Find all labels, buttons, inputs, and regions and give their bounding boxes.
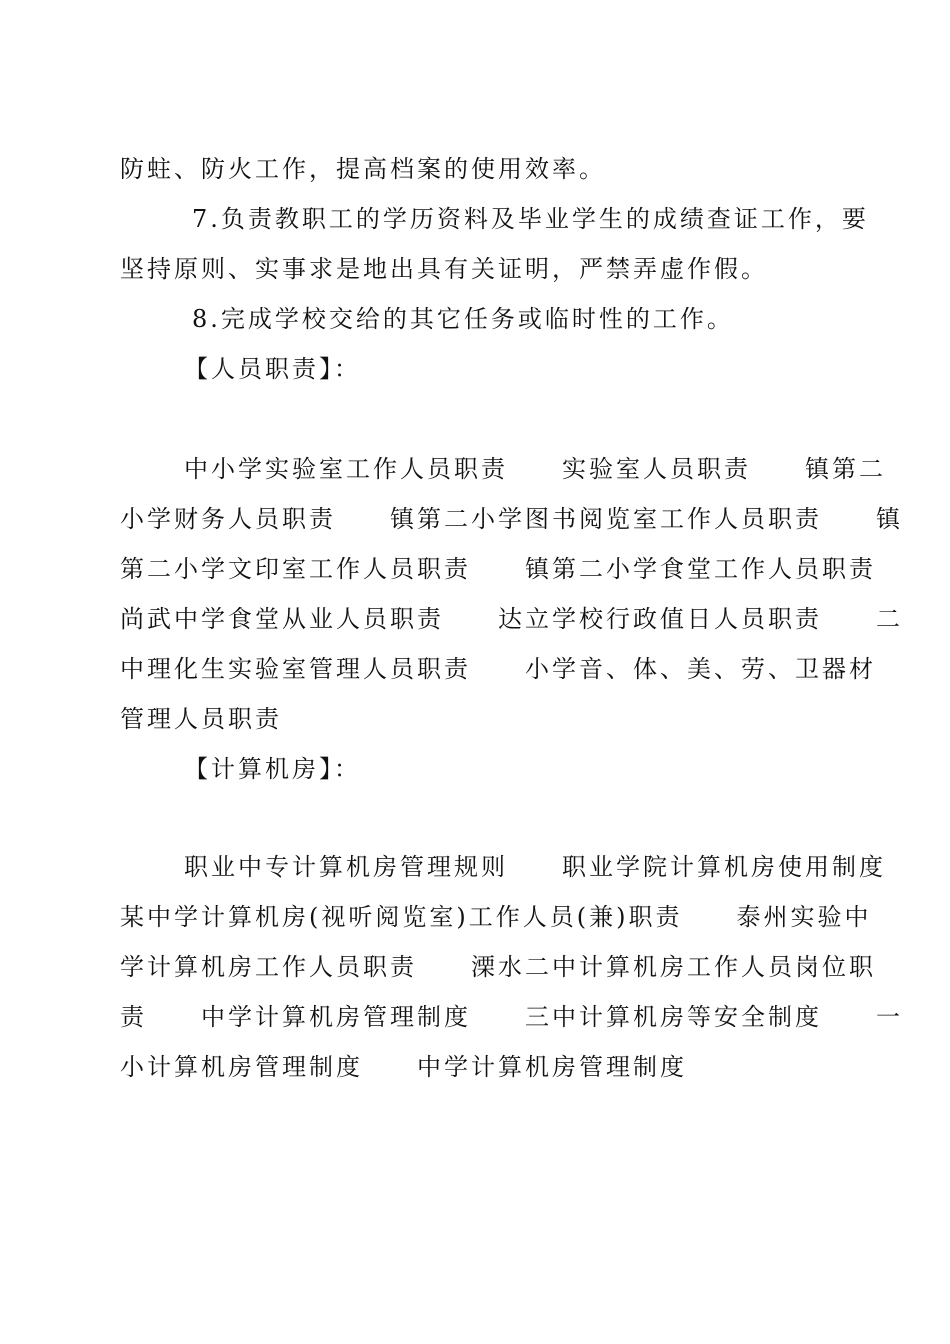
list-item-7: 7.负责教职工的学历资料及毕业学生的成绩查证工作，要 [192,205,869,233]
related-links-line: 某中学计算机房(视听阅览室)工作人员(兼)职责 泰州实验中 [120,903,872,931]
related-links-line: 中小学实验室工作人员职责 实验室人员职责 镇第二 [184,455,886,483]
section-heading-staff-duties: 【人员职责】： [184,355,361,383]
list-item-8: 8.完成学校交给的其它任务或临时性的工作。 [192,305,734,333]
related-links-line: 管理人员职责 [120,705,282,733]
body-text-line: 防蛀、防火工作，提高档案的使用效率。 [120,155,606,183]
section-heading-computer-room: 【计算机房】： [184,755,361,783]
related-links-line: 中理化生实验室管理人员职责 小学音、体、美、劳、卫器材 [120,655,876,683]
related-links-line: 小计算机房管理制度 中学计算机房管理制度 [120,1053,687,1081]
related-links-line: 尚武中学食堂从业人员职责 达立学校行政值日人员职责 二 [120,605,903,633]
related-links-line: 学计算机房工作人员职责 溧水二中计算机房工作人员岗位职 [120,953,876,981]
related-links-line: 责 中学计算机房管理制度 三中计算机房等安全制度 一 [120,1003,903,1031]
related-links-line: 职业中专计算机房管理规则 职业学院计算机房使用制度 [184,853,886,881]
body-text-line: 坚持原则、实事求是地出具有关证明，严禁弄虚作假。 [120,255,768,283]
related-links-line: 第二小学文印室工作人员职责 镇第二小学食堂工作人员职责 [120,555,876,583]
related-links-line: 小学财务人员职责 镇第二小学图书阅览室工作人员职责 镇 [120,505,903,533]
